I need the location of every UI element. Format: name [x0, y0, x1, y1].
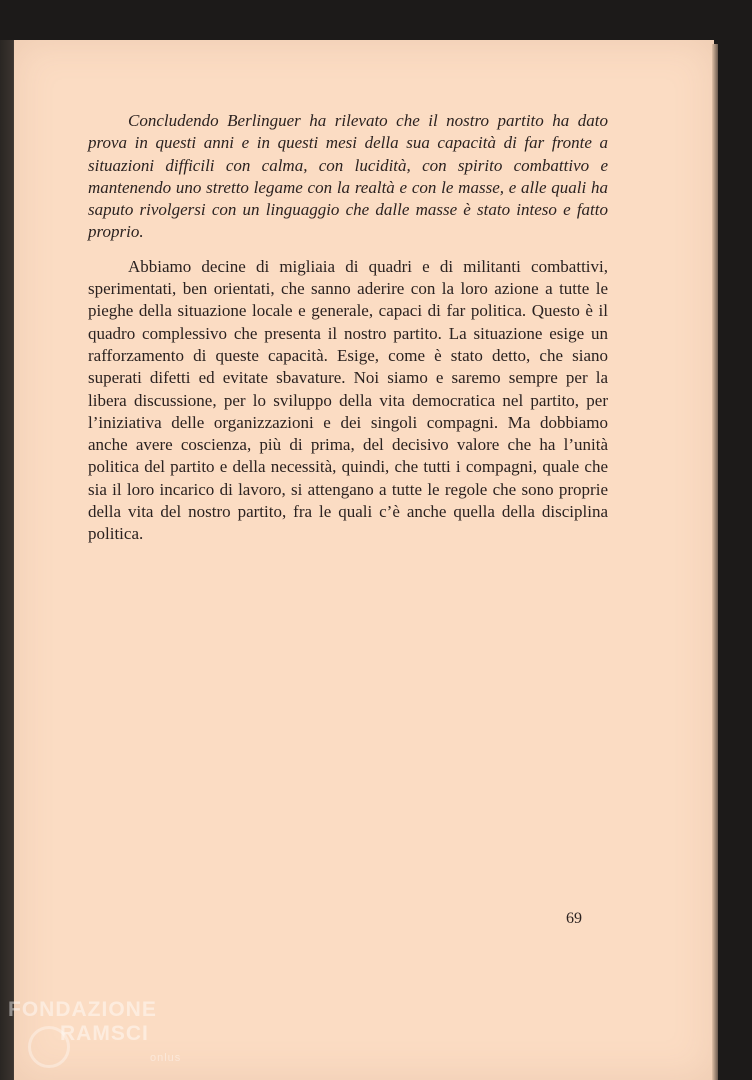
- page-body-text: [88, 110, 608, 546]
- page-number: 69: [566, 910, 582, 927]
- fondazione-gramsci-watermark: [0, 996, 200, 1080]
- page-edge-shadow: [712, 44, 718, 1080]
- italic-paragraph: Concludendo Berlinguer ha rilevato che il nostro partito ha dato prova in questi anni e in questi mesi della sua capacità di far fronte a situazioni difficili con calma, con lucidità, con spirito combattivo e mantenendo uno stretto legame con la realtà e con le masse, e alle quali ha saputo rivolgersi con un linguaggio che dalle masse è stato inteso e fatto proprio.: [88, 111, 608, 242]
- watermark-line-3: onlus: [150, 1052, 182, 1064]
- watermark-line-2: RAMSCI: [60, 1022, 149, 1045]
- body-paragraph: Abbiamo decine di migliaia di quadri e di militanti combattivi, sperimentati, ben orientati, che sanno aderire con la loro azione a tutte le pieghe della situazione locale e generale, capaci di far politica. Questo è il quadro complessivo che presenta il nostro partito. La situazione esige un rafforzamento di queste capacità. Esige, come è stato detto, che siano superati difetti ed evitate sbavature. Noi siamo e saremo sempre per la libera discussione, per lo sviluppo della vita democratica nel partito, per l’iniziativa delle organizzazioni e dei singoli compagni. Ma dobbiamo anche avere coscienza, più di prima, del decisivo valore che ha l’unità politica del partito e della necessità, quindi, che tutti i compagni, quale che sia il loro incarico di lavoro, si attengano a tutte le regole che sono proprie della vita del nostro partito, fra le quali c’è anche quella della disciplina politica.: [88, 256, 608, 544]
- watermark-line-1: FONDAZIONE: [8, 998, 157, 1021]
